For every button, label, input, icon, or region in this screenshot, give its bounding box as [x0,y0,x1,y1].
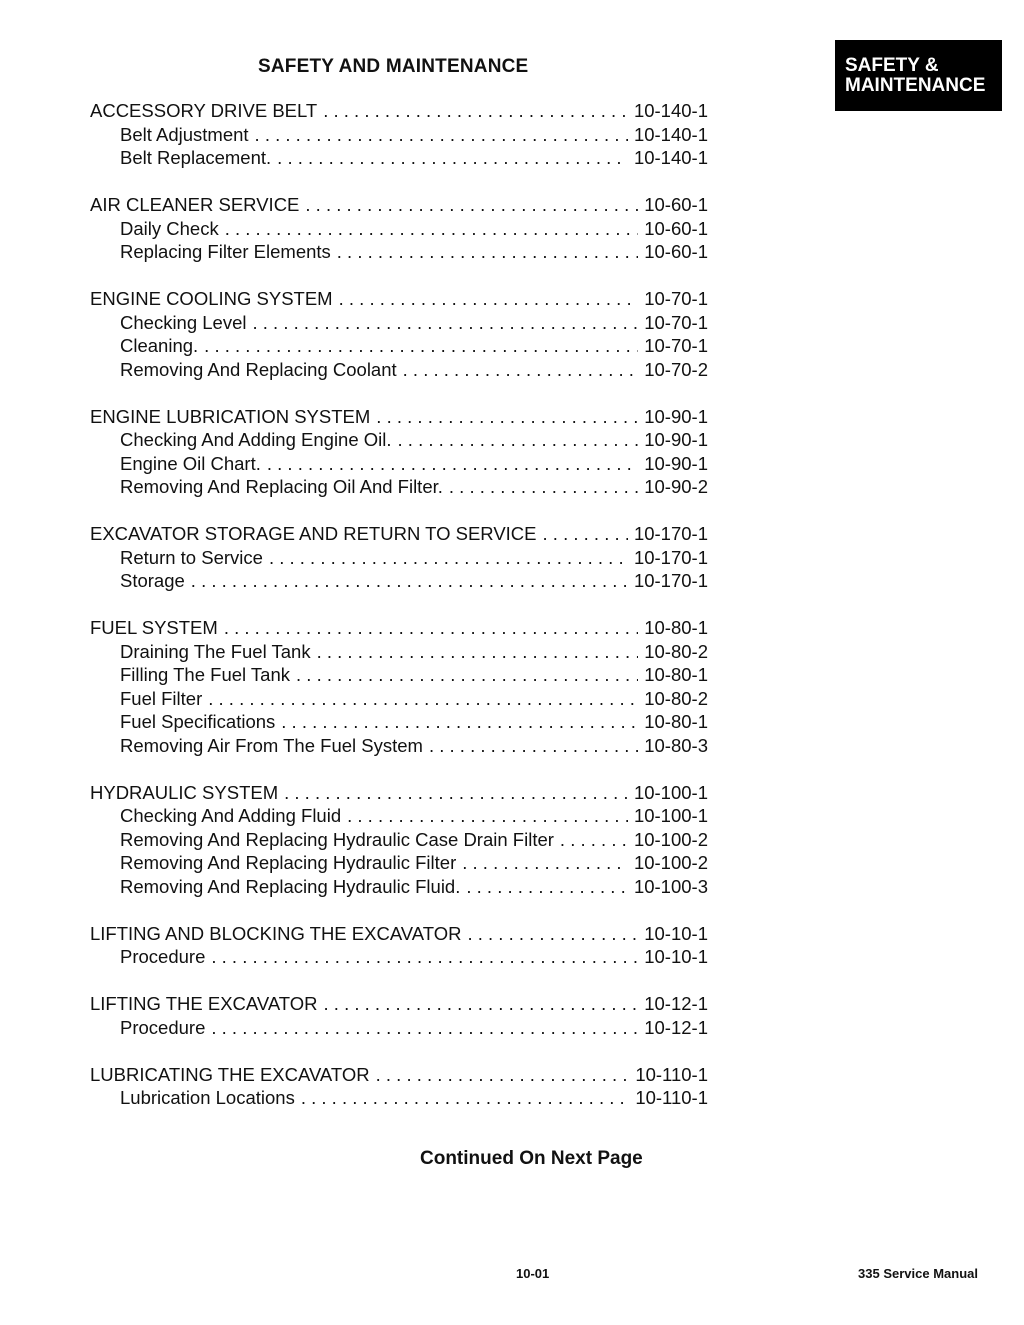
toc-entry[interactable] [90,406,708,430]
toc-subentry[interactable] [90,946,708,970]
toc-entry-page: 10-100-1 [633,805,708,826]
footer-page-number: 10-01 [516,1266,550,1281]
toc-entry-page: 10-80-1 [644,711,708,732]
toc-entry-label: Storage [120,570,185,591]
toc-section [90,523,708,594]
dot-leader [204,335,638,357]
toc-entry-label: Belt Adjustment [120,123,249,145]
toc-subentry[interactable] [90,453,708,477]
toc-entry-label: Removing And Replacing Hydraulic Fluid. [120,875,461,897]
continued-note: Continued On Next Page [420,1148,643,1169]
dot-leader [225,218,639,240]
toc-entry-label: ENGINE COOLING SYSTEM [90,288,333,309]
toc-subentry[interactable] [90,147,708,171]
toc-entry-page: 10-12-1 [644,1016,708,1038]
toc-entry-page: 10-10-1 [644,946,708,967]
dot-leader [305,194,638,216]
toc-subentry[interactable] [90,664,708,688]
toc-subentry[interactable] [90,429,708,453]
toc-entry-label: Checking Level [120,311,247,333]
dot-leader [403,359,639,381]
dot-leader [277,147,628,169]
toc-subentry[interactable] [90,312,708,336]
toc-entry-label: Engine Oil Chart. [120,452,261,474]
dot-leader [255,124,628,146]
toc-entry-label: Fuel Specifications [120,711,276,732]
dot-leader [211,1017,638,1039]
dot-leader [337,241,638,263]
toc-entry-label: ACCESSORY DRIVE BELT [90,100,318,121]
toc-subentry[interactable] [90,829,708,853]
toc-subentry[interactable] [90,124,708,148]
toc-entry-label: LIFTING THE EXCAVATOR [90,993,318,1014]
toc-section [90,993,708,1040]
toc-section [90,406,708,500]
toc-section [90,1064,708,1111]
table-of-contents [90,100,708,1134]
toc-entry-page: 10-100-2 [633,828,708,850]
toc-entry-label: Removing And Replacing Hydraulic Filter [120,852,457,873]
dot-leader [398,429,639,451]
dot-leader [462,852,628,874]
toc-entry-page: 10-90-1 [644,452,708,474]
toc-entry-label: LUBRICATING THE EXCAVATOR [90,1063,370,1085]
toc-entry-page: 10-110-1 [635,1063,708,1085]
toc-section [90,782,708,900]
toc-subentry[interactable] [90,1017,708,1041]
toc-entry-page: 10-140-1 [633,147,708,168]
toc-entry-label: Daily Check [120,217,219,239]
toc-subentry[interactable] [90,476,708,500]
dot-leader [466,876,628,898]
toc-subentry[interactable] [90,241,708,265]
toc-entry-label: Filling The Fuel Tank [120,664,291,685]
dot-leader [211,946,638,968]
toc-entry-label: HYDRAULIC SYSTEM [90,781,279,803]
toc-entry-label: Removing And Replacing Hydraulic Case Drain Filter [120,828,554,850]
toc-entry-label: Lubrication Locations [120,1087,295,1108]
toc-entry-label: ENGINE LUBRICATION SYSTEM [90,405,371,427]
dot-leader [560,829,628,851]
toc-entry-page: 10-100-2 [633,852,708,873]
dot-leader [324,993,639,1015]
toc-entry-label: Belt Replacement. [120,147,272,168]
toc-entry-label: EXCAVATOR STORAGE AND RETURN TO SERVICE [90,523,537,544]
dot-leader [376,1064,630,1086]
section-tab-line-1: SAFETY & [845,55,939,76]
toc-entry-page: 10-80-1 [644,617,708,638]
dot-leader [449,476,638,498]
toc-entry-page: 10-70-1 [644,288,708,309]
toc-section [90,923,708,970]
toc-entry-label: Draining The Fuel Tank [120,640,311,662]
toc-entry-label: Removing And Replacing Oil And Filter. [120,476,443,497]
toc-entry-label: Removing And Replacing Coolant [120,358,397,380]
toc-entry-page: 10-140-1 [633,123,708,145]
dot-leader [543,523,628,545]
page-title: SAFETY AND MAINTENANCE [258,56,529,77]
toc-entry-page: 10-60-1 [644,241,708,262]
toc-entry-page: 10-90-2 [644,476,708,497]
toc-entry-page: 10-80-1 [644,664,708,685]
toc-entry[interactable] [90,1064,708,1088]
footer-manual-title: 335 Service Manual [858,1266,978,1281]
toc-entry-label: Checking And Adding Fluid [120,805,342,826]
toc-subentry[interactable] [90,1087,708,1111]
dot-leader [253,312,639,334]
toc-entry-page: 10-10-1 [644,922,708,944]
toc-entry[interactable] [90,523,708,547]
toc-entry-label: Checking And Adding Engine Oil. [120,429,392,450]
toc-entry-label: Cleaning. [120,335,199,356]
toc-entry-page: 10-70-2 [644,358,708,380]
toc-subentry[interactable] [90,852,708,876]
toc-entry-page: 10-170-1 [633,523,708,544]
toc-entry[interactable] [90,194,708,218]
toc-entry-label: AIR CLEANER SERVICE [90,194,300,215]
toc-entry-page: 10-12-1 [644,993,708,1014]
toc-entry[interactable] [90,100,708,124]
toc-entry[interactable] [90,993,708,1017]
toc-entry-page: 10-70-1 [644,311,708,333]
toc-entry-page: 10-80-2 [644,640,708,662]
toc-entry[interactable] [90,288,708,312]
toc-section [90,288,708,382]
dot-leader [376,406,638,428]
toc-subentry[interactable] [90,711,708,735]
section-tab-line-2: MAINTENANCE [845,75,986,96]
section-tab [835,40,1002,111]
toc-entry-page: 10-60-1 [644,194,708,215]
toc-entry-label: Fuel Filter [120,687,203,709]
toc-entry-page: 10-90-1 [644,429,708,450]
toc-subentry[interactable] [90,688,708,712]
dot-leader [281,711,638,733]
toc-entry-page: 10-80-3 [644,734,708,756]
dot-leader [284,782,628,804]
toc-entry-label: Removing Air From The Fuel System [120,734,423,756]
toc-entry-page: 10-170-1 [633,570,708,591]
dot-leader [301,1087,629,1109]
toc-entry-label: Return to Service [120,546,263,568]
toc-entry-label: Procedure [120,946,206,967]
toc-subentry[interactable] [90,805,708,829]
toc-entry-label: Procedure [120,1016,206,1038]
toc-entry-label: Replacing Filter Elements [120,241,331,262]
toc-entry-page: 10-90-1 [644,405,708,427]
toc-entry-label: FUEL SYSTEM [90,617,218,638]
dot-leader [339,288,639,310]
toc-entry[interactable] [90,782,708,806]
toc-entry-page: 10-60-1 [644,217,708,239]
dot-leader [191,570,628,592]
toc-entry-page: 10-110-1 [635,1087,708,1108]
toc-subentry[interactable] [90,547,708,571]
toc-entry-page: 10-100-1 [633,781,708,803]
dot-leader [296,664,638,686]
toc-section [90,617,708,758]
toc-entry-label: LIFTING AND BLOCKING THE EXCAVATOR [90,922,462,944]
toc-section [90,100,708,171]
dot-leader [467,923,638,945]
toc-subentry[interactable] [90,735,708,759]
dot-leader [429,735,638,757]
dot-leader [317,641,639,663]
toc-entry[interactable] [90,617,708,641]
toc-subentry[interactable] [90,641,708,665]
toc-entry-page: 10-80-2 [644,687,708,709]
toc-subentry[interactable] [90,570,708,594]
dot-leader [347,805,628,827]
dot-leader [224,617,638,639]
toc-entry[interactable] [90,923,708,947]
toc-subentry[interactable] [90,359,708,383]
dot-leader [208,688,638,710]
toc-subentry[interactable] [90,335,708,359]
toc-entry-page: 10-70-1 [644,335,708,356]
dot-leader [269,547,628,569]
toc-subentry[interactable] [90,218,708,242]
toc-subentry[interactable] [90,876,708,900]
dot-leader [323,100,628,122]
dot-leader [267,453,638,475]
toc-entry-page: 10-140-1 [633,100,708,121]
toc-entry-page: 10-100-3 [633,875,708,897]
toc-section [90,194,708,265]
toc-entry-page: 10-170-1 [633,546,708,568]
